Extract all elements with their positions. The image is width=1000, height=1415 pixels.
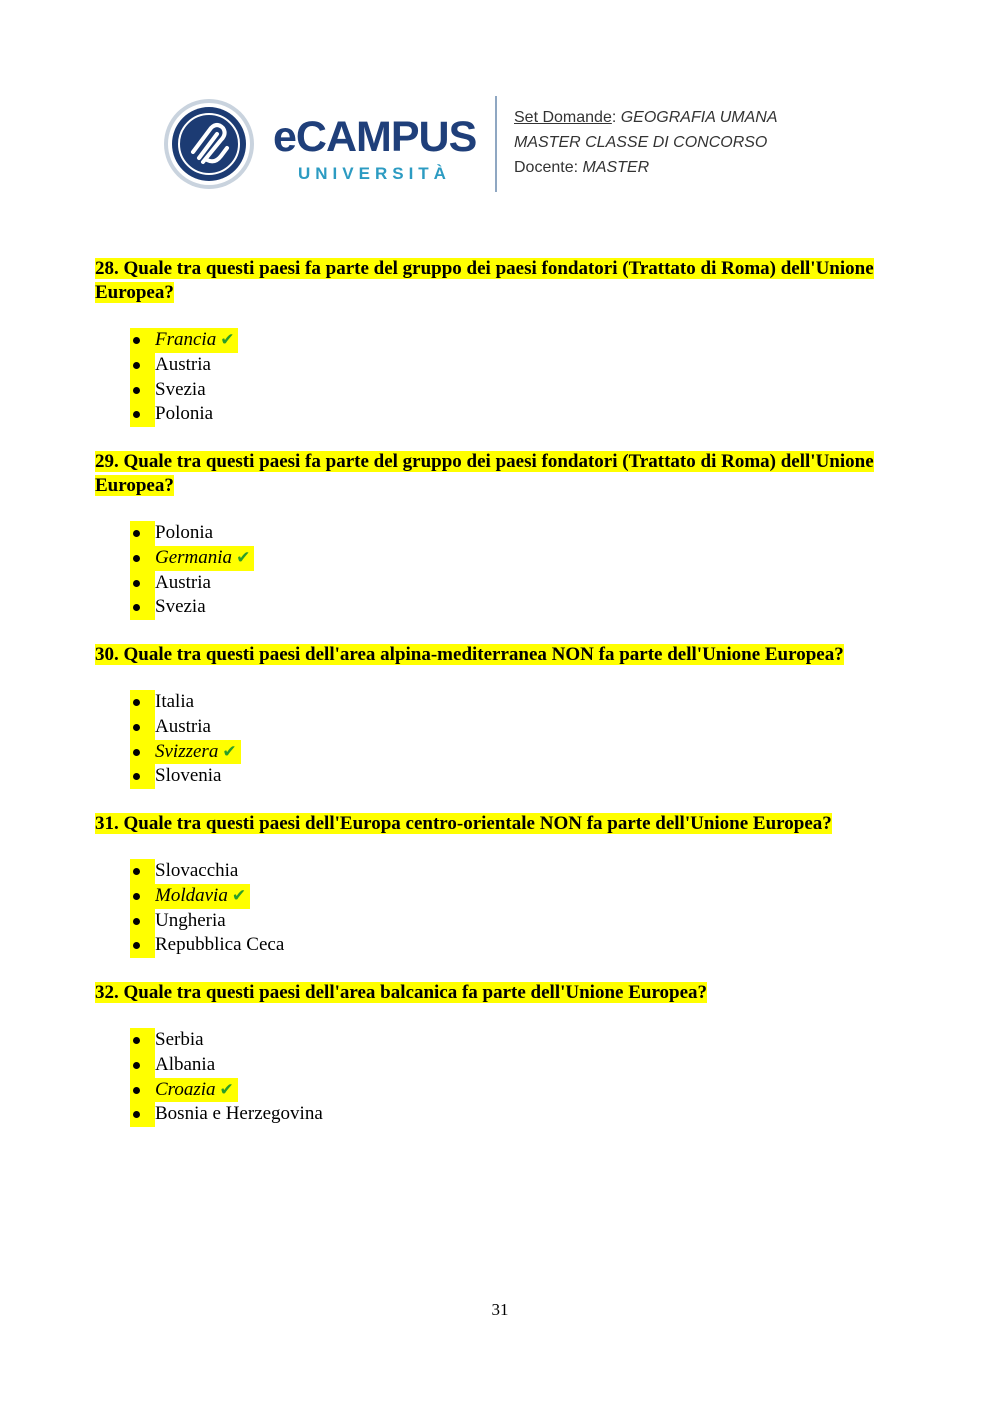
answer-text-wrap xyxy=(155,402,213,427)
answer-text-wrap xyxy=(155,546,254,571)
question-text xyxy=(95,812,915,836)
set-value: GEOGRAFIA UMANA xyxy=(620,109,778,126)
answer-text-wrap xyxy=(155,353,211,378)
bullet-icon xyxy=(130,328,155,353)
brand-name: eCAMPUS xyxy=(273,113,477,161)
answer-text: Repubblica Ceca xyxy=(155,934,285,956)
answer-text-wrap xyxy=(155,1028,204,1053)
ecampus-seal-logo xyxy=(163,98,255,190)
bullet-icon xyxy=(130,402,155,427)
question-label: 32. Quale tra questi paesi dell'area balcanica fa parte dell'Unione Europea? xyxy=(95,982,708,1003)
question-text xyxy=(95,450,915,497)
bullet-icon xyxy=(130,715,155,740)
answer-option-correct xyxy=(130,328,238,353)
answer-text-wrap xyxy=(155,571,211,596)
answer-text: Polonia xyxy=(155,403,214,425)
class-line: MASTER CLASSE DI CONCORSO xyxy=(514,134,768,151)
answer-text-wrap xyxy=(155,521,213,546)
bullet-icon xyxy=(130,1102,155,1127)
bullet-icon xyxy=(130,378,155,403)
answer-text: Polonia xyxy=(155,522,214,543)
bullet-icon xyxy=(130,764,155,789)
answer-text: Albania xyxy=(155,1053,216,1075)
bullet-icon xyxy=(130,546,155,571)
answer-list xyxy=(130,859,284,958)
docente-label: Docente: xyxy=(514,159,583,176)
answer-option xyxy=(130,715,241,740)
question-label: 29. Quale tra questi paesi fa parte del gruppo dei paesi fondatori (Trattato di Roma) dell'Unione Europea? xyxy=(95,451,874,496)
checkmark-icon: ✔ xyxy=(219,1079,234,1099)
answer-option xyxy=(130,1053,323,1078)
answer-text-wrap xyxy=(155,328,238,353)
answer-text-wrap xyxy=(155,909,226,934)
answer-option xyxy=(130,690,241,715)
answer-text-wrap xyxy=(155,884,250,909)
answer-text-wrap xyxy=(155,595,206,620)
answer-option xyxy=(130,909,284,934)
header-divider xyxy=(495,96,497,192)
set-label: Set Domande xyxy=(514,109,612,126)
bullet-icon xyxy=(130,690,155,715)
header-info xyxy=(514,105,778,180)
answer-text: Austria xyxy=(155,353,211,375)
question-label: 28. Quale tra questi paesi fa parte del gruppo dei paesi fondatori (Trattato di Roma) dell'Unione Europea? xyxy=(95,258,874,303)
answer-option xyxy=(130,1028,323,1053)
answer-option xyxy=(130,764,241,789)
set-line: Set Domande: GEOGRAFIA UMANA xyxy=(514,109,778,126)
answer-text: Italia xyxy=(155,691,195,712)
bullet-icon xyxy=(130,595,155,620)
docente-value: MASTER xyxy=(582,159,650,176)
bullet-icon xyxy=(130,740,155,765)
answer-option xyxy=(130,933,284,958)
answer-option xyxy=(130,521,254,546)
answer-text-wrap xyxy=(155,764,222,789)
question-label: 31. Quale tra questi paesi dell'Europa centro-orientale NON fa parte dell'Unione Europea? xyxy=(95,813,832,834)
answer-list xyxy=(130,521,254,620)
document-header xyxy=(163,96,863,192)
answer-list xyxy=(130,328,238,427)
question-label: 30. Quale tra questi paesi dell'area alpina-mediterranea NON fa parte dell'Unione Europea? xyxy=(95,644,844,665)
bullet-icon xyxy=(130,571,155,596)
answer-option xyxy=(130,1102,323,1127)
answer-text: Svezia xyxy=(155,596,206,618)
answer-text-wrap xyxy=(155,859,238,884)
question-text xyxy=(95,981,915,1005)
answer-text: Croazia xyxy=(155,1078,216,1100)
answer-text: Svizzera xyxy=(155,740,219,762)
answer-text: Ungheria xyxy=(155,909,226,931)
bullet-icon xyxy=(130,859,155,884)
checkmark-icon: ✔ xyxy=(222,741,237,761)
answer-text: Francia xyxy=(155,329,217,350)
page-number: 31 xyxy=(491,1300,509,1319)
answer-option xyxy=(130,353,238,378)
checkmark-icon: ✔ xyxy=(220,330,235,349)
answer-text-wrap xyxy=(155,378,206,403)
answer-option xyxy=(130,595,254,620)
bullet-icon xyxy=(130,933,155,958)
answer-text: Serbia xyxy=(155,1029,204,1050)
bullet-icon xyxy=(130,1053,155,1078)
brand-subtitle: UNIVERSITÀ xyxy=(298,164,451,183)
answer-text-wrap xyxy=(155,715,211,740)
answer-text-wrap xyxy=(155,690,194,715)
bullet-icon xyxy=(130,1028,155,1053)
answer-text-wrap xyxy=(155,1078,238,1103)
question-text xyxy=(95,643,915,667)
answer-option xyxy=(130,378,238,403)
answer-option-correct xyxy=(130,546,254,571)
question-text xyxy=(95,257,915,304)
answer-text: Svezia xyxy=(155,378,206,400)
answer-option-correct xyxy=(130,884,284,909)
answer-text-wrap xyxy=(155,740,241,765)
answer-text-wrap xyxy=(155,1053,215,1078)
answer-option xyxy=(130,571,254,596)
checkmark-icon: ✔ xyxy=(236,547,251,567)
answer-option-correct xyxy=(130,740,241,765)
answer-option xyxy=(130,402,238,427)
bullet-icon xyxy=(130,1078,155,1103)
answer-text: Bosnia e Herzegovina xyxy=(155,1103,323,1125)
checkmark-icon: ✔ xyxy=(231,885,247,905)
answer-text: Germania xyxy=(155,546,233,568)
docente-line xyxy=(514,155,778,180)
answer-option-correct xyxy=(130,1078,323,1103)
answer-text-wrap xyxy=(155,933,284,958)
answer-text: Slovacchia xyxy=(155,860,239,881)
answer-text: Moldavia xyxy=(155,884,228,906)
bullet-icon xyxy=(130,353,155,378)
answer-text: Austria xyxy=(155,571,211,593)
bullet-icon xyxy=(130,884,155,909)
answer-text-wrap xyxy=(155,1102,323,1127)
bullet-icon xyxy=(130,909,155,934)
answer-text: Slovenia xyxy=(155,765,222,787)
answer-list xyxy=(130,690,241,789)
answer-text: Austria xyxy=(155,715,211,737)
answer-list xyxy=(130,1028,323,1127)
bullet-icon xyxy=(130,521,155,546)
answer-option xyxy=(130,859,284,884)
